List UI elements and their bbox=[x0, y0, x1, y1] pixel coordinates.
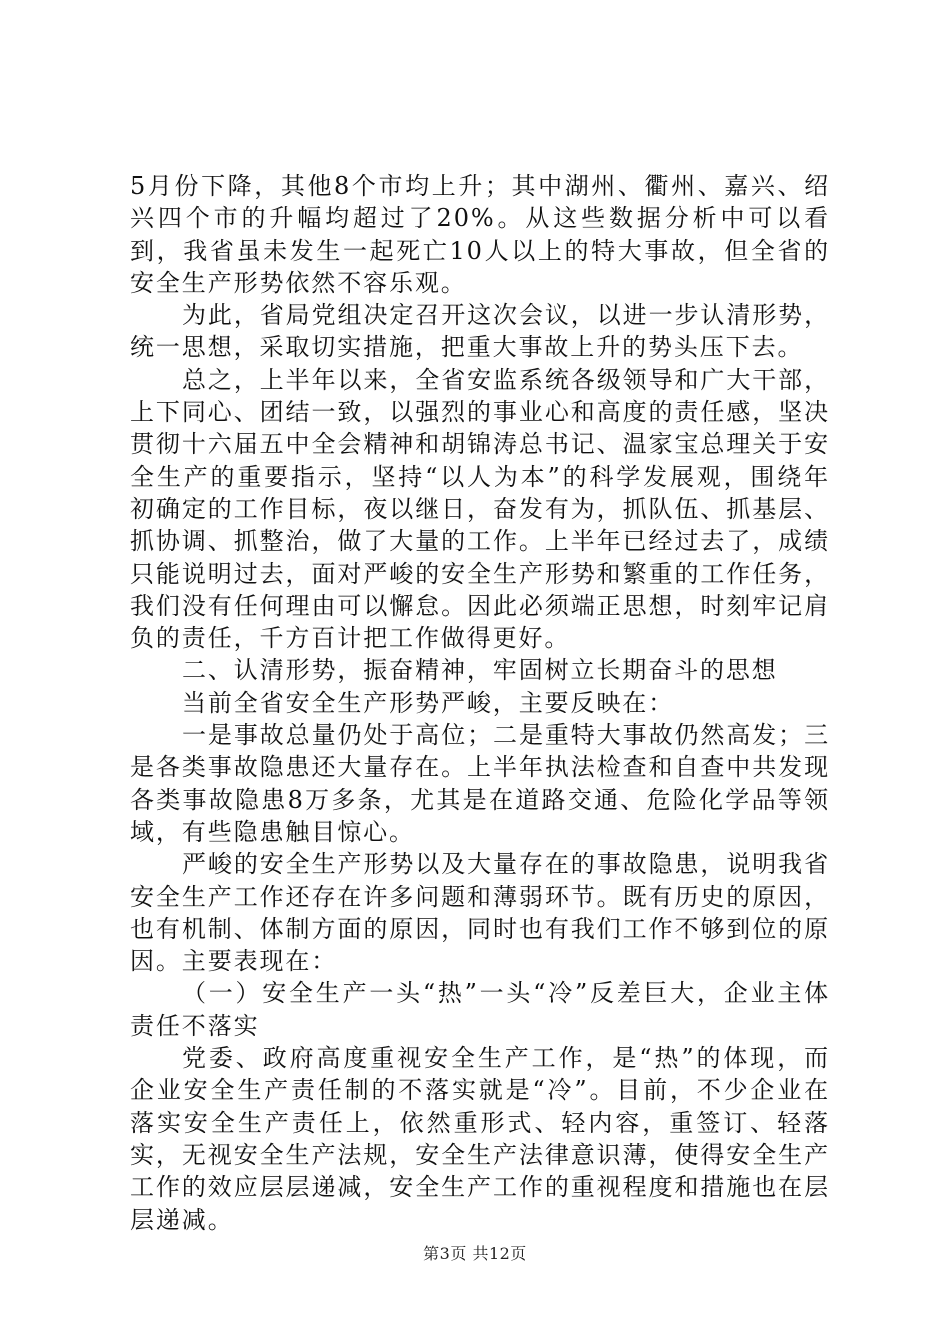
paragraph: 为此，省局党组决定召开这次会议，以进一步认清形势，统一思想，采取切实措施，把重大事故上升的势头压下去。 bbox=[130, 301, 830, 362]
paragraph: 5月份下降，其他8个市均上升；其中湖州、衢州、嘉兴、绍兴四个市的升幅均超过了20%。从这些数据分析中可以看到，我省虽未发生一起死亡10人以上的特大事故，但全省的安全生产形势依然不容乐观。 bbox=[130, 172, 830, 297]
section-heading: 二、认清形势，振奋精神，牢固树立长期奋斗的思想 bbox=[182, 656, 778, 685]
page-number-footer: 第3页 共12页 bbox=[423, 1244, 527, 1263]
paragraph: 党委、政府高度重视安全生产工作，是“热”的体现，而企业安全生产责任制的不落实就是“冷”。目前，不少企业在落实安全生产责任上，依然重形式、轻内容，重签订、轻落实，无视安全生产法规，安全生产法律意识薄，使得安全生产工作的效应层层递减，安全生产工作的重视程度和措施也在层层递减。 bbox=[130, 1044, 830, 1234]
subsection-heading: （一）安全生产一头“热”一头“冷”反差巨大，企业主体责任不落实 bbox=[130, 979, 830, 1040]
paragraph: 总之，上半年以来，全省安监系统各级领导和广大干部，上下同心、团结一致，以强烈的事业心和高度的责任感，坚决贯彻十六届五中全会精神和胡锦涛总书记、温家宝总理关于安全生产的重要指示，坚持“以人为本”的科学发展观，围绕年初确定的工作目标，夜以继日，奋发有为，抓队伍、抓基层、抓协调、抓整治，做了大量的工作。上半年已经过去了，成绩只能说明过去，面对严峻的安全生产形势和繁重的工作任务，我们没有任何理由可以懈怠。因此必须端正思想，时刻牢记肩负的责任，千方百计把工作做得更好。 bbox=[130, 365, 830, 653]
paragraph: 一是事故总量仍处于高位；二是重特大事故仍然高发；三是各类事故隐患还大量存在。上半年执法检查和自查中共发现各类事故隐患8万多条，尤其是在道路交通、危险化学品等领域，有些隐患触目惊心。 bbox=[130, 721, 830, 846]
document-body bbox=[130, 170, 830, 1236]
paragraph: 严峻的安全生产形势以及大量存在的事故隐患，说明我省安全生产工作还存在许多问题和薄弱环节。既有历史的原因，也有机制、体制方面的原因，同时也有我们工作不够到位的原因。主要表现在： bbox=[130, 850, 830, 976]
paragraph: 当前全省安全生产形势严峻，主要反映在： bbox=[182, 688, 675, 717]
